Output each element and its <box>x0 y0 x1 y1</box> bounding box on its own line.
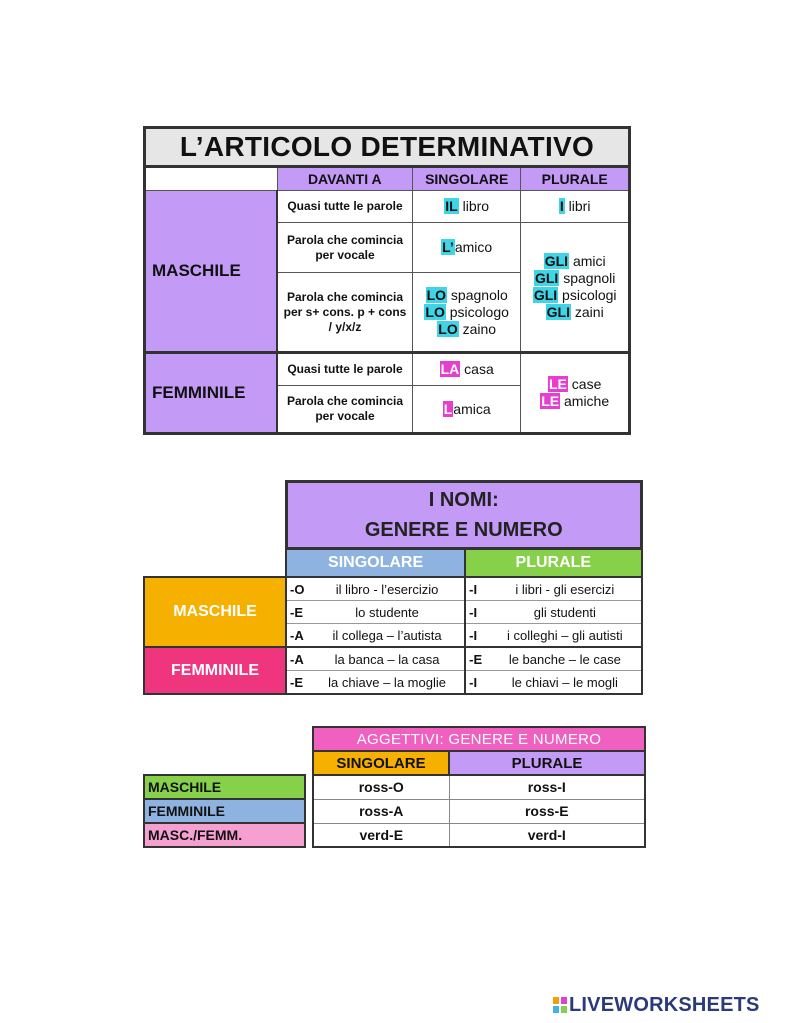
article-highlight: GLI <box>534 270 559 286</box>
suffix: -I <box>465 577 489 601</box>
davanti-cell: Parola che comincia per vocale <box>277 223 413 273</box>
blank-cell <box>305 775 313 799</box>
example-word: libro <box>458 198 490 214</box>
aggettivi-title: AGGETTIVI: GENERE E NUMERO <box>313 727 645 751</box>
example-word: libri <box>564 198 591 214</box>
blank-cell <box>144 482 286 549</box>
gender-maschile: MASCHILE <box>145 191 278 353</box>
liveworksheets-logo[interactable] <box>553 994 760 1017</box>
example-word: gli studenti <box>489 601 641 624</box>
example-word: la chiave – la moglie <box>310 671 465 695</box>
example-cell <box>413 353 521 386</box>
article-highlight: LE <box>549 376 567 392</box>
header-davanti: DAVANTI A <box>277 167 413 191</box>
suffix: -E <box>465 647 489 671</box>
article-highlight: L <box>443 400 453 417</box>
example-word: le chiavi – le mogli <box>489 671 641 695</box>
example-word: psicologi <box>558 287 617 303</box>
davanti-cell: Quasi tutte le parole <box>277 353 413 386</box>
blank-cell <box>305 751 313 775</box>
davanti-cell: Quasi tutte le parole <box>277 191 413 223</box>
example-cell <box>413 386 521 434</box>
header-plurale: PLURALE <box>521 167 630 191</box>
example-cell-group <box>413 273 521 353</box>
gender-femminile: FEMMINILE <box>144 647 286 694</box>
davanti-cell: Parola che comincia per s+ cons. p + cons / y/x/z <box>277 273 413 353</box>
suffix: -E <box>286 671 310 695</box>
adjective-plur: ross-I <box>449 775 645 799</box>
example-word: le banche – le case <box>489 647 641 671</box>
article-highlight: I <box>559 198 564 214</box>
suffix: -E <box>286 601 310 624</box>
example-word: i libri - gli esercizi <box>489 577 641 601</box>
example-word: amico <box>454 239 493 255</box>
gender-maschile: MASCHILE <box>144 577 286 647</box>
header-singolare: SINGOLARE <box>413 167 521 191</box>
suffix: -A <box>286 624 310 648</box>
label-femminile: FEMMINILE <box>144 799 305 823</box>
nomi-title-line2: GENERE E NUMERO <box>364 519 563 541</box>
article-highlight: LE <box>541 393 560 409</box>
nomi-title-line1: I NOMI: <box>428 489 499 511</box>
blank-cell <box>144 727 305 751</box>
article-highlight: GLI <box>546 304 570 320</box>
blank-cell <box>144 751 305 775</box>
adjective-sing: ross-O <box>313 775 449 799</box>
articolo-table <box>143 126 631 435</box>
header-empty <box>145 167 278 191</box>
liveworksheets-logo-icon <box>553 997 567 1013</box>
example-word: spagnolo <box>447 286 508 303</box>
davanti-cell: Parola che comincia per vocale <box>277 386 413 434</box>
example-word: il collega – l’autista <box>310 624 465 648</box>
gender-femminile: FEMMINILE <box>145 353 278 434</box>
suffix: -I <box>465 671 489 695</box>
example-word: amici <box>569 253 606 269</box>
example-word: la banca – la casa <box>310 647 465 671</box>
header-singolare: SINGOLARE <box>286 549 465 578</box>
suffix: -I <box>465 624 489 648</box>
example-word: zaini <box>571 304 604 320</box>
example-word: spagnoli <box>559 270 616 286</box>
example-word: psicologo <box>445 303 509 320</box>
article-highlight: GLI <box>533 287 558 303</box>
articolo-title: L’ARTICOLO DETERMINATIVO <box>145 128 630 167</box>
example-word: zaino <box>458 320 497 337</box>
header-plurale: PLURALE <box>465 549 641 578</box>
article-highlight: LO <box>438 320 458 337</box>
example-word: il libro - l’esercizio <box>310 577 465 601</box>
example-word: amica <box>453 400 491 417</box>
article-highlight: LO <box>425 303 445 320</box>
nomi-table <box>143 480 643 695</box>
example-word: case <box>567 376 602 392</box>
suffix: -O <box>286 577 310 601</box>
suffix: -I <box>465 601 489 624</box>
example-cell <box>413 191 521 223</box>
logo-text: LIVEWORKSHEETS <box>569 994 760 1016</box>
example-cell <box>413 223 521 273</box>
header-plurale: PLURALE <box>449 751 645 775</box>
blank-cell <box>305 823 313 847</box>
aggettivi-table <box>143 726 646 848</box>
article-highlight: LO <box>426 286 447 303</box>
article-highlight: GLI <box>544 253 569 269</box>
example-cell <box>521 191 630 223</box>
article-highlight: L’ <box>442 239 454 255</box>
blank-cell <box>144 549 286 578</box>
label-masc-femm: MASC./FEMM. <box>144 823 305 847</box>
article-highlight: IL <box>445 198 458 214</box>
adjective-plur: verd-I <box>449 823 645 847</box>
label-maschile: MASCHILE <box>144 775 305 799</box>
example-word: amiche <box>560 393 610 409</box>
example-cell-group <box>521 223 630 353</box>
article-highlight: LA <box>440 361 460 377</box>
blank-cell <box>305 727 313 751</box>
adjective-plur: ross-E <box>449 799 645 823</box>
header-singolare: SINGOLARE <box>313 751 449 775</box>
suffix: -A <box>286 647 310 671</box>
adjective-sing: ross-A <box>313 799 449 823</box>
nomi-title <box>286 482 642 549</box>
example-word: i colleghi – gli autisti <box>489 624 641 648</box>
example-word: casa <box>460 361 494 377</box>
adjective-sing: verd-E <box>313 823 449 847</box>
example-word: lo studente <box>310 601 465 624</box>
example-cell-group <box>521 353 630 434</box>
blank-cell <box>305 799 313 823</box>
